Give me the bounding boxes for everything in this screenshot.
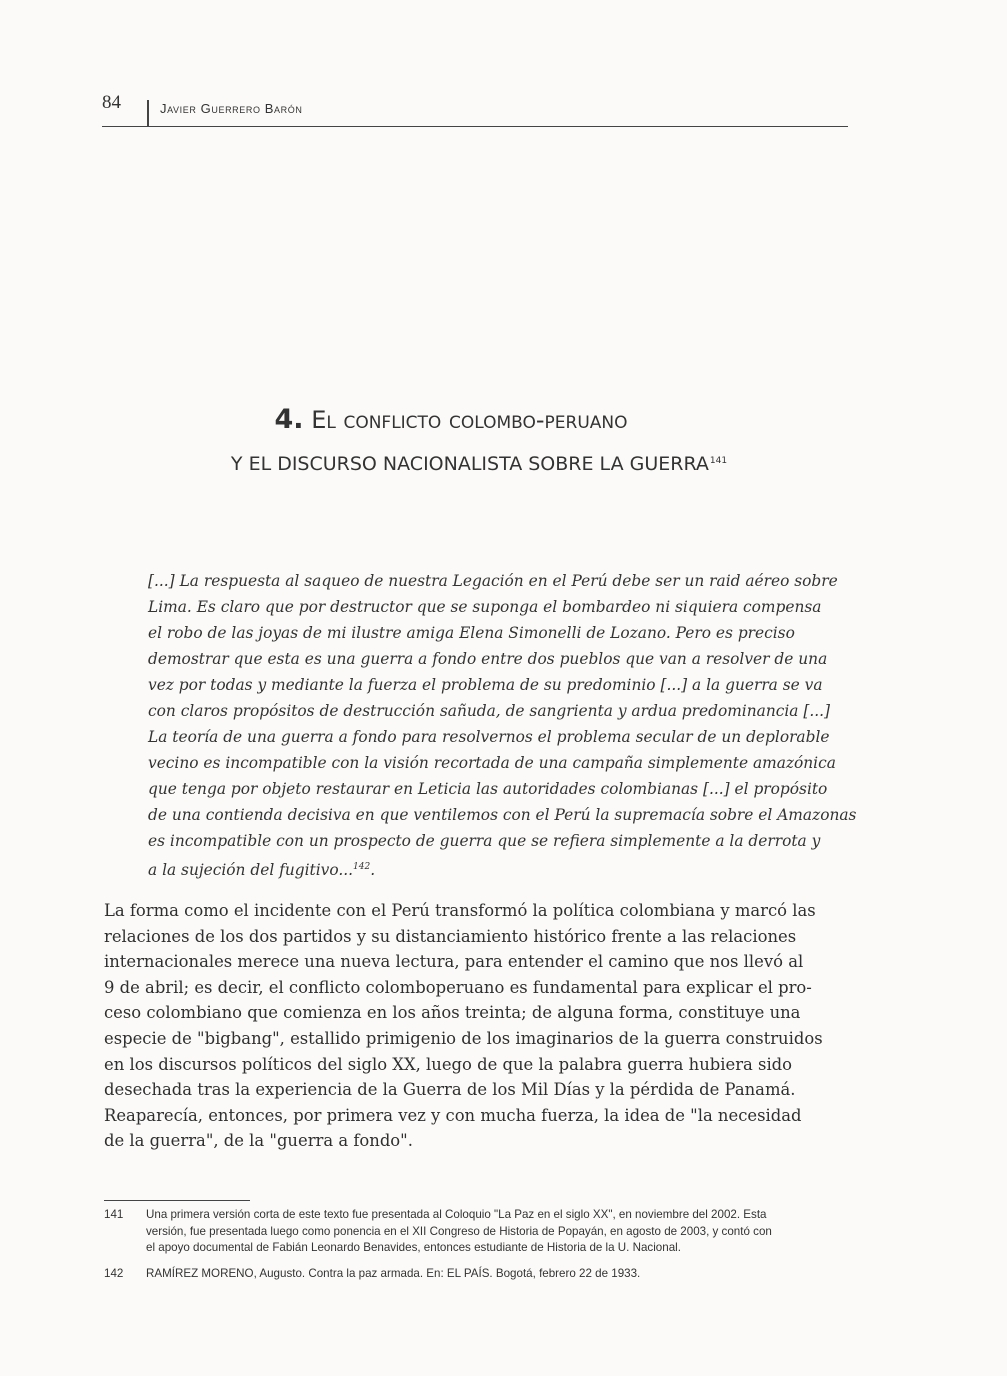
footnote-ref-141[interactable]: 141 — [709, 455, 728, 466]
quote-line: La teoría de una guerra a fondo para resolvernos el problema secular de un deplorable — [148, 728, 830, 746]
quote-line-last — [148, 854, 858, 883]
quote-line: vez por todas y mediante la fuerza el problema de su predominio [...] a la guerra se va — [148, 676, 823, 694]
body-line: especie de "bigbang", estallido primigenio de los imaginarios de la guerra construidos — [104, 1028, 823, 1048]
quote-line: con claros propósitos de destrucción sañuda, de sangrienta y ardua predominancia [...] — [148, 702, 831, 720]
chapter-subtitle — [106, 453, 852, 475]
body-line: desechada tras la experiencia de la Guerra de los Mil Días y la pérdida de Panamá. — [104, 1080, 796, 1100]
footnote-141 — [104, 1207, 864, 1257]
footnote-line: Una primera versión corta de este texto fue presentada al Coloquio "La Paz en el siglo XX", en noviembre del 2002. Esta — [146, 1208, 767, 1221]
footnote-line: RAMÍREZ MORENO, Augusto. Contra la paz armada. En: EL PAÍS. Bogotá, febrero 22 de 1933. — [146, 1266, 641, 1280]
body-line: en los discursos políticos del siglo XX, luego de que la palabra guerra hubiera sido — [104, 1054, 793, 1074]
body-line: Reaparecía, entonces, por primera vez y con mucha fuerza, la idea de "la necesidad — [104, 1105, 802, 1125]
footnote-divider — [104, 1200, 250, 1201]
quote-line: es incompatible con un prospecto de guerra que se refiera simplemente a la derrota y — [148, 832, 821, 850]
footnotes — [104, 1207, 864, 1291]
footnote-line: versión, fue presentada luego como ponencia en el XII Congreso de Historia de Popayán, en agosto de 2003, y contó con — [146, 1224, 772, 1238]
quote-line: demostrar que esta es una guerra a fondo entre dos pueblos que van a resolver de una — [148, 650, 828, 668]
quote-line: vecino es incompatible con la visión recortada de una campaña simplemente amazónica — [148, 754, 836, 772]
chapter-title-text: El conflicto colombo-peruano — [311, 406, 628, 434]
body-line: ceso colombiano que comienza en los años treinta; de alguna forma, constituye una — [104, 1003, 801, 1023]
body-line: internacionales merece una nueva lectura, para entender el camino que nos llevó al — [104, 952, 804, 972]
page-number: 84 — [102, 92, 121, 113]
footnote-text — [146, 1207, 864, 1257]
footnote-text — [146, 1266, 864, 1283]
body-line: La forma como el incidente con el Perú transformó la política colombiana y marcó las — [104, 901, 816, 920]
quote-line: el robo de las joyas de mi ilustre amiga Elena Simonelli de Lozano. Pero es preciso — [148, 624, 795, 642]
footnote-number: 141 — [104, 1208, 124, 1221]
quote-end: . — [370, 861, 376, 880]
epigraph-quote — [148, 568, 858, 883]
quote-line-text: a la sujeción del fugitivo... — [148, 861, 353, 880]
quote-line: Lima. Es claro que por destructor que se suponga el bombardeo ni siquiera compensa — [148, 598, 822, 616]
body-paragraph — [104, 898, 858, 1154]
quote-line: de una contienda decisiva en que ventilemos con el Perú la supremacía sobre el Amazonas — [148, 806, 857, 824]
header-separator — [147, 100, 149, 126]
chapter-title-main — [78, 404, 824, 435]
footnote-line: el apoyo documental de Fabián Leonardo Benavides, entonces estudiante de Historia de la U. Nacional. — [146, 1241, 681, 1255]
body-line: de la guerra", de la "guerra a fondo". — [104, 1131, 413, 1151]
footnote-number: 142 — [104, 1266, 124, 1280]
chapter-title — [102, 404, 848, 475]
chapter-subtitle-text: Y EL DISCURSO NACIONALISTA SOBRE LA GUERRA — [230, 453, 709, 475]
running-head: Javier Guerrero Barón — [160, 101, 303, 116]
quote-line: que tenga por objeto restaurar en Leticia las autoridades colombianas [...] el propósito — [148, 780, 828, 798]
footnote-142 — [104, 1266, 864, 1283]
page-header — [102, 92, 848, 127]
body-line: 9 de abril; es decir, el conflicto colomboperuano es fundamental para explicar el pro- — [104, 977, 812, 997]
footnote-ref-142[interactable]: 142 — [353, 862, 371, 872]
body-line: relaciones de los dos partidos y su distanciamiento histórico frente a las relaciones — [104, 926, 797, 946]
chapter-number: 4. — [274, 404, 304, 435]
quote-line: [...] La respuesta al saqueo de nuestra Legación en el Perú debe ser un raid aéreo sobre — [148, 572, 838, 590]
